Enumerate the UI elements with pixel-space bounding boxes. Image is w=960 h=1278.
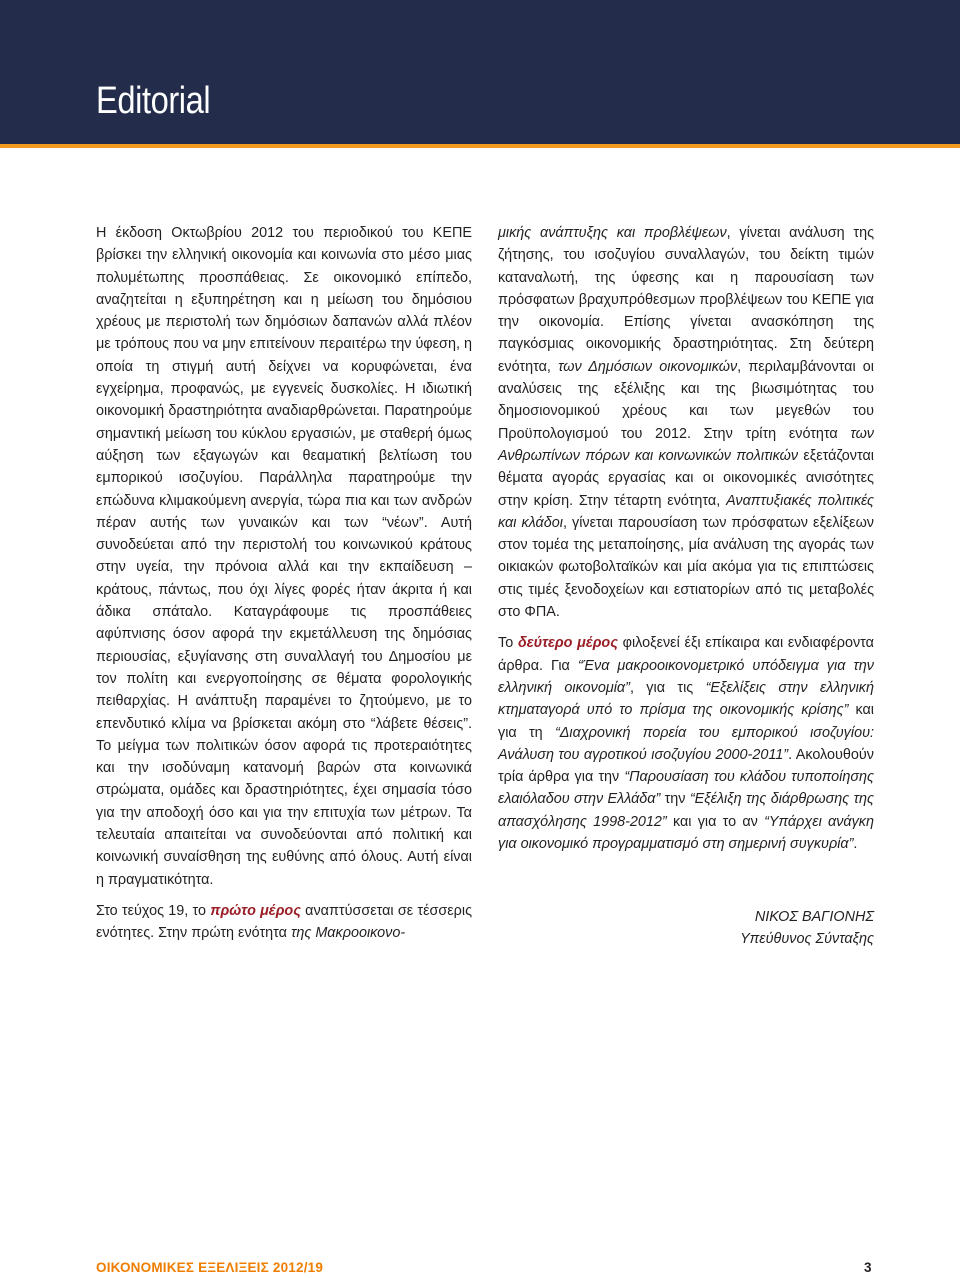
right-column — [498, 222, 874, 855]
sec-text-c: των Δημόσιων οικονομικών — [558, 358, 738, 375]
sp-text-a: Το — [498, 635, 518, 652]
footer-page-number: 3 — [864, 1260, 872, 1275]
page-title: Editorial — [96, 80, 211, 122]
first-part-highlight: πρώτο μέρος — [210, 902, 301, 919]
sp-text-k: την — [660, 791, 690, 808]
sp-text-g: και για τη — [498, 702, 874, 741]
issue-text-d: της Μακροοικονο- — [290, 925, 406, 942]
intro-paragraph — [96, 222, 472, 891]
signature-name: ΝΙΚΟΣ ΒΑΓΙΟΝΗΣ — [754, 909, 874, 925]
issue-text-a: Στο τεύχος 19, το — [96, 902, 211, 919]
second-part-highlight: δεύτερο μέρος — [517, 635, 618, 652]
sp-text-i: . Ακολουθούν τρία άρθρα για την — [498, 746, 874, 786]
signature-block — [498, 906, 874, 951]
issue-text-c: αναπτύσσεται σε τέσσερις ενότητες. Στην πρώτη ενότητα — [96, 902, 473, 942]
sp-text-m: και για το αν — [666, 813, 765, 830]
sec-text-d: , περιλαμβάνονται οι αναλύσεις της εξέλιξης και της βιωσιμότητας του δημοσιονομικού χρέους και των μεγεθών του Προϋπολογισμού του 2012. Στην τρίτη ενότητα — [498, 358, 874, 442]
sec-text-b: , γίνεται ανάλυση της ζήτησης, του ισοζυγίου συναλλαγών, του δείκτη τιμών καταναλωτή, της ύφεσης και η παρουσίαση των πρόσφατων βραχυπρόθεσμων προβλέψεων του ΚΕΠΕ για την οικονομία. Επίσης γίνεται ανασκόπηση της παγκόσμιας οικονομικής δραστηριότητας. Στη δεύτερη ενότητα, — [498, 225, 875, 375]
sections-paragraph — [498, 222, 874, 623]
sec-text-f: εξετάζονται θέματα αγοράς εργασίας και οι οικονομικές ανισότητες στην κρίση. Στην τέταρτη ενότητα, — [498, 447, 874, 509]
left-column — [96, 222, 472, 945]
sp-text-f: “Εξελίξεις στην ελληνική κτηματαγορά υπό το πρίσμα της οικονομικής κρίσης” — [498, 679, 874, 719]
sp-text-n: “Υπάρχει ανάγκη για οικονομικό προγραμματισμό στη σημερινή συγκυρία” — [498, 813, 874, 853]
sec-text-g: Αναπτυξιακές πολιτικές και κλάδοι — [498, 492, 874, 531]
sec-text-e: των Ανθρωπίνων πόρων και κοινωνικών πολιτικών — [498, 425, 874, 464]
sp-text-e: , για τις — [629, 679, 706, 696]
sp-text-l: “Εξέλιξη της διάρθρωσης της απασχόλησης 1998-2012” — [498, 791, 874, 830]
sec-text-a: μικής ανάπτυξης και προβλέψεων — [498, 225, 727, 241]
intro-text: Η έκδοση Οκτωβρίου 2012 του περιοδικού του ΚΕΠΕ βρίσκει την ελληνική οικονομία και κοινωνία στο μέσο μιας πολυμέτωπης προσπάθειας. Σε οικονομικό επίπεδο, αναζητείται η εξυπηρέτηση και η μείωση του δημόσιου χρέους με περιστολή των δημόσιων δαπανών αλλά πλέον με τρόπους που να μην επιτείνουν περαιτέρω την ύφεση, η οποία τη στιγμή αυτή δείχνει να κορυφώνεται, ένα εγχείρημα, προφανώς, με εγγενείς δυσκολίες. Η ιδιωτική οικονομική δραστηριότητα αναδιαρθρώνεται. Παρατηρούμε σημαντική μείωση του κύκλου εργασιών, με σταθερή όμως αύξηση των εξαγωγών και θεαματική βελτίωση του εμπορικού ισοζυγίου. Παράλληλα παρατηρούμε την επώδυνα κλιμακούμενη ανεργία, τώρα πια και των ανδρών πέραν αυτής των γυναικών και των “νέων”. Αυτή συνοδεύεται από την περιστολή του κοινωνικού κράτους στην υγεία, την πρόνοια αλλά και την εκπαίδευση – κράτους, πάντως, που όχι λίγες φορές ήταν άκριτα ή και άδικα σπάταλο. Καταγράφουμε τις προσπάθειες αφύπνισης όσον αφορά την εκμετάλλευση της δημόσιας περιουσίας, εξυγίανσης στη συναλλαγή του Δημοσίου με τον πολίτη και ενεργοποίησης σε θέματα φορολογικής πειθαρχίας. Η ανάπτυξη παραμένει το ζητούμενο, με το επενδυτικό κλίμα να βρίσκεται ακόμη στο “λάβετε θέσεις”. Το μείγμα των πολιτικών όσον αφορά τις προτεραιότητες και την ισοδύναμη κατανομή βαρών στα κοινωνικά στρώματα, ομάδες και δραστηριότητες, έχει σημασία τόσο για την αποδοχή όσο και για την επιτυχία των μέτρων. Τα τελευταία απαιτείται να συνοδεύονται από πολιτική και κοινωνική συναίσθηση της ευθύνης από όλους. Αυτή είναι η πραγματικότητα. — [96, 225, 472, 888]
sp-text-d: “Ένα μακροοικονομετρικό υπόδειγμα για την ελληνική οικονομία” — [498, 657, 874, 696]
header-divider — [0, 144, 960, 148]
header-banner — [0, 0, 960, 144]
footer-journal-title: ΟΙΚΟΝΟΜΙΚΕΣ ΕΞΕΛΙΞΕΙΣ 2012/19 — [96, 1260, 324, 1275]
sp-text-o: . — [853, 836, 858, 853]
second-part-paragraph — [498, 632, 874, 855]
sp-text-c: φιλοξενεί έξι επίκαιρα και ενδιαφέροντα άρθρα. Για — [498, 635, 874, 674]
sp-text-j: “Παρουσίαση του κλάδου τυποποίησης ελαιόλαδου στην Ελλάδα” — [498, 769, 874, 808]
sec-text-h: , γίνεται παρουσίαση των πρόσφατων εξελίξεων στον τομέα της μεταποίησης, μία ανάλυση της αγοράς των οικιακών φωτοβολταϊκών και μία ακόμα για τις επιπτώσεις στις τιμές ξενοδοχείων και εστιατορίων από τις μεταβολές στο ΦΠΑ. — [498, 514, 874, 621]
sp-text-h: “Διαχρονική πορεία του εμπορικού ισοζυγίου: Ανάλυση του αγροτικού ισοζυγίου 2000-2011” — [498, 724, 874, 763]
signature-role: Υπεύθυνος Σύνταξης — [740, 931, 874, 948]
issue-paragraph — [96, 900, 472, 945]
